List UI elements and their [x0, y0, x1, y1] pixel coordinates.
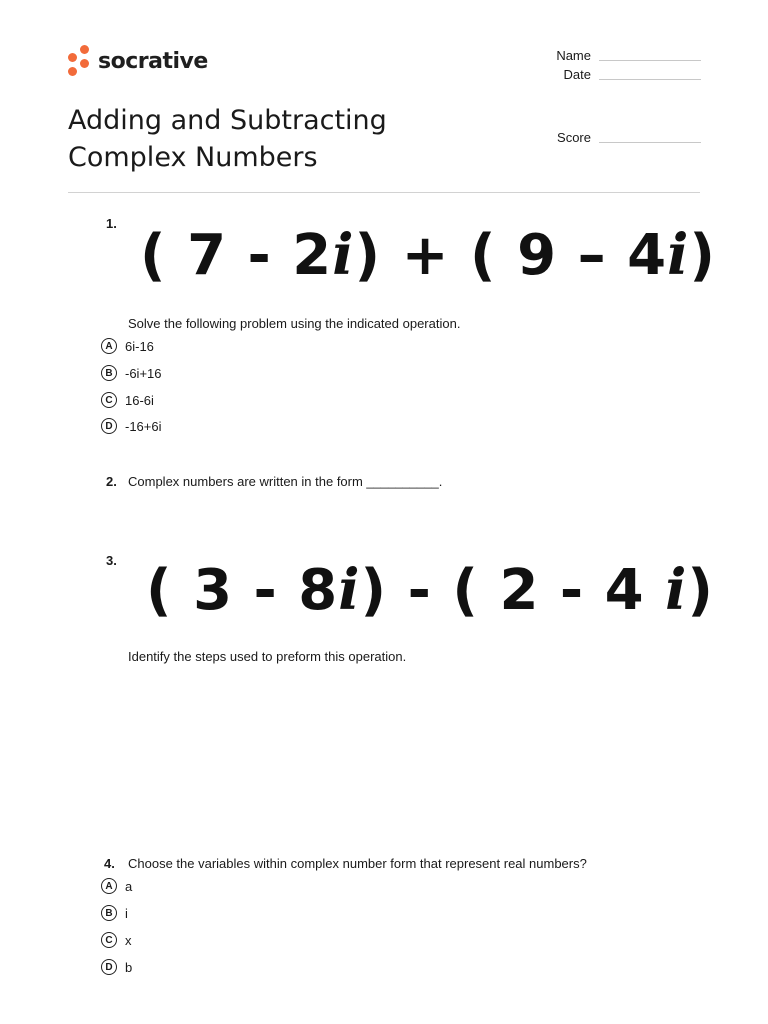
question-4-prompt: Choose the variables within complex number form that represent real numbers? — [128, 856, 587, 871]
expr-part: ) - ( 2 - 4 — [360, 558, 666, 623]
expr-part: ( 3 - 8 — [146, 558, 339, 623]
expr-var: i — [338, 557, 361, 623]
expr-part: ) + ( 9 – 4 — [354, 223, 668, 288]
score-field — [531, 130, 701, 145]
option-text: b — [125, 959, 133, 975]
date-line — [599, 70, 701, 80]
logo-text: socrative — [98, 48, 208, 74]
option-text: a — [125, 878, 133, 894]
question-3-expression — [146, 557, 714, 623]
question-1-option-d[interactable] — [101, 418, 162, 434]
option-text: x — [125, 932, 132, 948]
question-1-option-a[interactable] — [101, 338, 154, 354]
question-1-option-c[interactable] — [101, 392, 154, 408]
option-bubble[interactable]: C — [101, 932, 117, 948]
option-bubble[interactable]: B — [101, 365, 117, 381]
question-4-option-c[interactable] — [101, 932, 132, 948]
question-1-expression — [140, 222, 716, 288]
question-1-number: 1. — [106, 216, 117, 231]
question-1-option-b[interactable] — [101, 365, 162, 381]
option-text: -16+6i — [125, 418, 162, 434]
option-text: i — [125, 905, 128, 921]
expr-part: ) — [687, 558, 714, 623]
option-text: 6i-16 — [125, 338, 154, 354]
header-divider — [68, 192, 700, 193]
title-line-2: Complex Numbers — [68, 142, 318, 173]
question-4-option-b[interactable] — [101, 905, 128, 921]
expr-part: ( 7 - 2 — [140, 223, 333, 288]
question-1-prompt: Solve the following problem using the indicated operation. — [128, 316, 461, 331]
question-4-option-d[interactable] — [101, 959, 132, 975]
option-bubble[interactable]: C — [101, 392, 117, 408]
expr-part: ) — [689, 223, 716, 288]
score-line — [599, 133, 701, 143]
option-text: -6i+16 — [125, 365, 162, 381]
option-bubble[interactable]: D — [101, 418, 117, 434]
name-label: Name — [556, 48, 591, 63]
logo-dots-icon — [68, 45, 92, 77]
option-bubble[interactable]: D — [101, 959, 117, 975]
score-label: Score — [557, 130, 591, 145]
date-field — [531, 67, 701, 82]
question-4-number: 4. — [104, 856, 115, 871]
question-3-number: 3. — [106, 553, 117, 568]
date-label: Date — [563, 67, 591, 82]
option-bubble[interactable]: A — [101, 338, 117, 354]
expr-var: i — [332, 222, 355, 288]
option-bubble[interactable]: B — [101, 905, 117, 921]
expr-var: i — [665, 557, 688, 623]
page-title — [68, 102, 387, 176]
question-4-option-a[interactable] — [101, 878, 132, 894]
socrative-logo — [68, 45, 208, 77]
expr-var: i — [667, 222, 690, 288]
title-line-1: Adding and Subtracting — [68, 105, 387, 136]
name-line — [599, 51, 701, 61]
question-2-prompt: Complex numbers are written in the form __________. — [128, 474, 443, 489]
question-2-number: 2. — [106, 474, 117, 489]
option-bubble[interactable]: A — [101, 878, 117, 894]
name-field — [531, 48, 701, 63]
option-text: 16-6i — [125, 392, 154, 408]
question-3-prompt: Identify the steps used to preform this operation. — [128, 649, 407, 664]
